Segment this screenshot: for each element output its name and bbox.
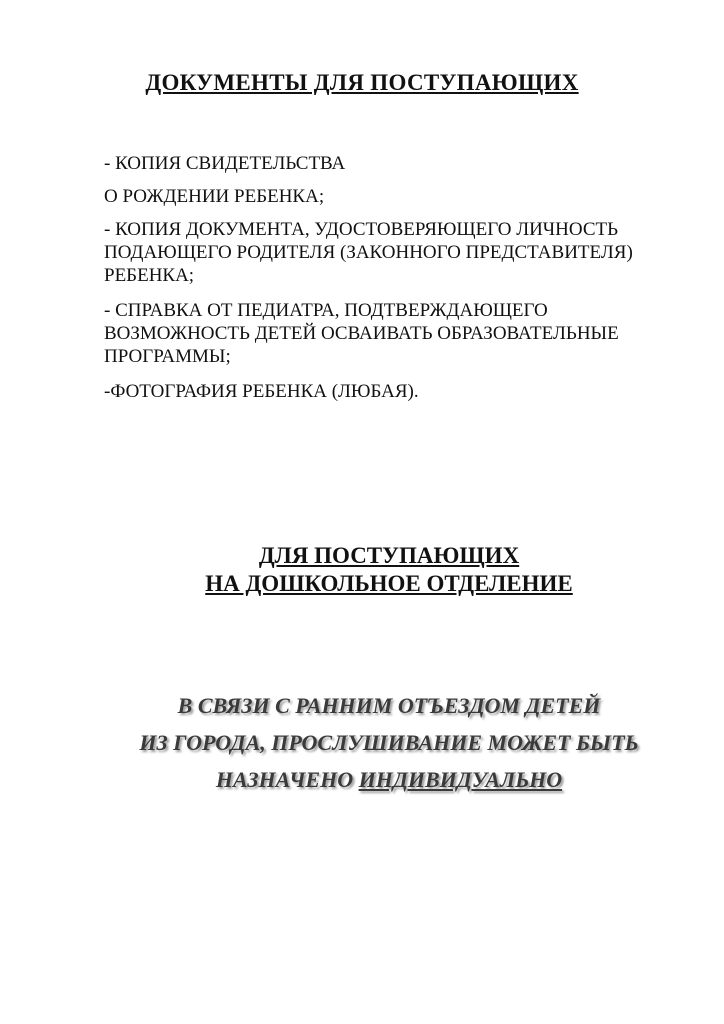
- notice-line2: ИЗ ГОРОДА, ПРОСЛУШИВАНИЕ МОЖЕТ БЫТЬ: [139, 730, 639, 755]
- document-item-photo: -ФОТОГРАФИЯ РЕБЕНКА (ЛЮБАЯ).: [104, 381, 419, 402]
- notice-line3-emphasis: ИНДИВИДУАЛЬНО: [358, 767, 563, 792]
- notice-line3: [0, 764, 724, 795]
- document-item-pediatrician-note: - СПРАВКА ОТ ПЕДИАТРА, ПОДТВЕРЖДАЮЩЕГО ВОЗМОЖНОСТЬ ДЕТЕЙ ОСВАИВАТЬ ОБРАЗОВАТЕЛЬНЫЕ ПРОГРАММЫ;: [104, 300, 619, 367]
- notice-line1: В СВЯЗИ С РАННИМ ОТЪЕЗДОМ ДЕТЕЙ: [177, 693, 601, 718]
- preschool-title-line1: ДЛЯ ПОСТУПАЮЩИХ: [258, 543, 520, 568]
- preschool-section-title: [0, 542, 724, 598]
- document-item-birth-certificate-cont: О РОЖДЕНИИ РЕБЕНКА;: [104, 186, 325, 207]
- early-departure-notice: [0, 690, 724, 795]
- notice-line3-prefix: НАЗНАЧЕНО: [215, 767, 354, 792]
- documents-list: [104, 152, 664, 415]
- page-title: ДОКУМЕНТЫ ДЛЯ ПОСТУПАЮЩИХ: [145, 70, 579, 95]
- document-item-birth-certificate: - КОПИЯ СВИДЕТЕЛЬСТВА: [104, 153, 346, 174]
- preschool-title-line2: НА ДОШКОЛЬНОЕ ОТДЕЛЕНИЕ: [205, 571, 573, 596]
- document-item-parent-id: - КОПИЯ ДОКУМЕНТА, УДОСТОВЕРЯЮЩЕГО ЛИЧНОСТЬ ПОДАЮЩЕГО РОДИТЕЛЯ (ЗАКОННОГО ПРЕДСТАВИТЕЛЯ) РЕБЕНКА;: [104, 219, 633, 286]
